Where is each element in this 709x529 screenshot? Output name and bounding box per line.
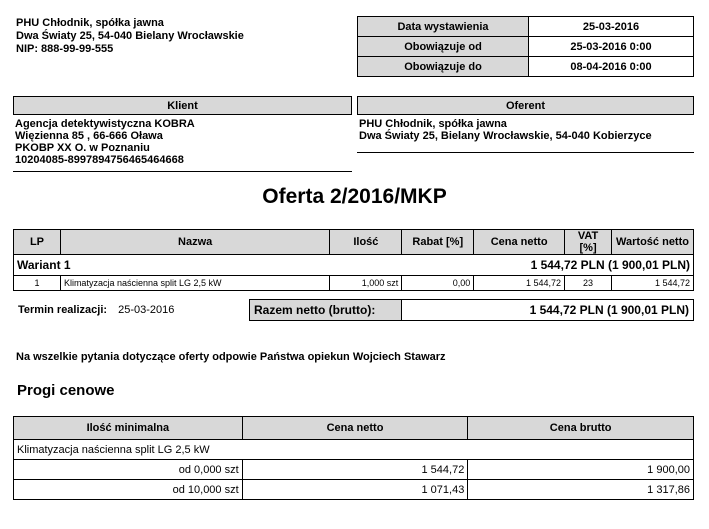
offerer-header: Oferent xyxy=(357,96,694,115)
item-discount: 0,00 xyxy=(402,276,474,291)
price-levels-product: Klimatyzacja naścienna split LG 2,5 kW xyxy=(14,440,694,460)
date-value: 25-03-2016 xyxy=(529,17,694,37)
item-name: Klimatyzacja naścienna split LG 2,5 kW xyxy=(60,276,329,291)
delivery-term-value: 25-03-2016 xyxy=(118,304,175,316)
date-label: Obowiązuje od xyxy=(358,37,529,57)
totals-label: Razem netto (brutto): xyxy=(250,300,402,321)
col-header-net-value: Wartość netto xyxy=(612,230,694,255)
offer-title: Oferta 2/2016/MKP xyxy=(262,185,447,208)
delivery-term-label: Termin realizacji: xyxy=(18,304,108,316)
date-row-valid-from xyxy=(358,37,694,57)
delivery-term xyxy=(18,304,174,316)
col-header-lp: LP xyxy=(14,230,61,255)
item-qty: 1,000 szt xyxy=(330,276,402,291)
items-header-row xyxy=(14,230,694,255)
seller-address: Dwa Światy 25, 54-040 Bielany Wrocławskie xyxy=(16,30,244,42)
level-gross: 1 900,00 xyxy=(468,460,694,480)
level-net: 1 544,72 xyxy=(242,460,468,480)
date-label: Obowiązuje do xyxy=(358,57,529,77)
price-levels-title: Progi cenowe xyxy=(17,382,115,399)
date-value: 25-03-2016 0:00 xyxy=(529,37,694,57)
client-details xyxy=(13,118,354,166)
client-divider xyxy=(13,171,352,172)
variant-name: Wariant 1 xyxy=(14,255,402,276)
col-header-vat: VAT [%] xyxy=(565,230,612,255)
client-account: 10204085-8997894756465464668 xyxy=(15,154,184,166)
level-gross: 1 317,86 xyxy=(468,480,694,500)
level-min-qty: od 10,000 szt xyxy=(14,480,243,500)
table-row xyxy=(14,460,694,480)
table-row xyxy=(14,276,694,291)
price-levels-header-row xyxy=(14,417,694,440)
offerer-address: Dwa Światy 25, Bielany Wrocławskie, 54-040 Kobierzyce xyxy=(359,130,652,142)
table-row xyxy=(14,480,694,500)
level-min-qty: od 0,000 szt xyxy=(14,460,243,480)
totals-value: 1 544,72 PLN (1 900,01 PLN) xyxy=(402,300,694,321)
price-levels-product-row xyxy=(14,440,694,460)
totals-table xyxy=(249,299,694,321)
client-address: Więzienna 85 , 66-666 Oława xyxy=(15,130,163,142)
dates-table xyxy=(357,16,694,77)
offerer-divider xyxy=(357,152,694,153)
item-value: 1 544,72 xyxy=(612,276,694,291)
item-price: 1 544,72 xyxy=(474,276,565,291)
date-label: Data wystawienia xyxy=(358,17,529,37)
seller-block xyxy=(16,17,244,56)
col-header-discount: Rabat [%] xyxy=(402,230,474,255)
date-value: 08-04-2016 0:00 xyxy=(529,57,694,77)
totals-row xyxy=(250,300,694,321)
col-header-net: Cena netto xyxy=(242,417,468,440)
col-header-net-price: Cena netto xyxy=(474,230,565,255)
seller-nip: NIP: 888-99-99-555 xyxy=(16,43,114,55)
seller-name: PHU Chłodnik, spółka jawna xyxy=(16,17,164,29)
client-name: Agencja detektywistyczna KOBRA xyxy=(15,118,195,130)
items-table xyxy=(13,229,694,291)
item-lp: 1 xyxy=(14,276,61,291)
client-header: Klient xyxy=(13,96,352,115)
date-row-valid-to xyxy=(358,57,694,77)
offerer-details xyxy=(357,118,696,142)
variant-total: 1 544,72 PLN (1 900,01 PLN) xyxy=(402,255,694,276)
offerer-name: PHU Chłodnik, spółka jawna xyxy=(359,118,507,130)
price-levels-table xyxy=(13,416,694,500)
col-header-qty: Ilość xyxy=(330,230,402,255)
col-header-min-qty: Ilość minimalna xyxy=(14,417,243,440)
client-bank: PKOBP XX O. w Poznaniu xyxy=(15,142,150,154)
contact-note: Na wszelkie pytania dotyczące oferty odpowie Państwa opiekun Wojciech Stawarz xyxy=(16,351,446,363)
item-vat: 23 xyxy=(565,276,612,291)
col-header-gross: Cena brutto xyxy=(468,417,694,440)
variant-row xyxy=(14,255,694,276)
level-net: 1 071,43 xyxy=(242,480,468,500)
date-row-issue xyxy=(358,17,694,37)
col-header-name: Nazwa xyxy=(60,230,329,255)
